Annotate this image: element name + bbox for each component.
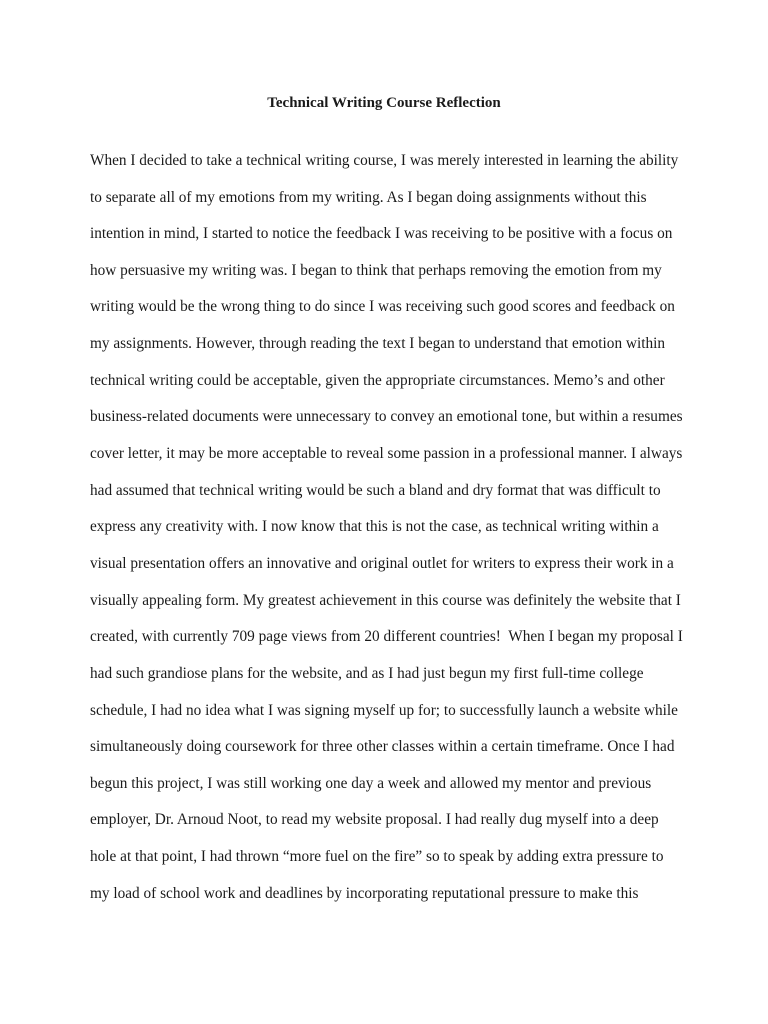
paragraph-line: hole at that point, I had thrown “more fuel on the fire” so to speak by adding extra pressure to	[90, 848, 664, 865]
document-title: Technical Writing Course Reflection	[267, 95, 501, 111]
paragraph-line: my assignments. However, through reading the text I began to understand that emotion within	[90, 335, 666, 352]
paragraph-line: visual presentation offers an innovative and original outlet for writers to express their work in a	[90, 555, 674, 572]
paragraph-line: employer, Dr. Arnoud Noot, to read my website proposal. I had really dug myself into a deep	[90, 811, 659, 828]
paragraph-line: had such grandiose plans for the website, and as I had just begun my first full-time college	[90, 665, 644, 682]
paragraph-line: how persuasive my writing was. I began to think that perhaps removing the emotion from my	[90, 262, 662, 279]
paragraph-line: to separate all of my emotions from my writing. As I began doing assignments without this	[90, 189, 647, 206]
paragraph-line: schedule, I had no idea what I was signing myself up for; to successfully launch a website while	[90, 702, 678, 719]
paragraph-line: my load of school work and deadlines by incorporating reputational pressure to make this	[90, 885, 639, 902]
paragraph-line: begun this project, I was still working one day a week and allowed my mentor and previous	[90, 775, 652, 792]
paragraph-line: technical writing could be acceptable, given the appropriate circumstances. Memo’s and other	[90, 372, 665, 389]
paragraph-line: cover letter, it may be more acceptable to reveal some passion in a professional manner. I always	[90, 445, 683, 462]
paragraph-line: When I decided to take a technical writing course, I was merely interested in learning the ability	[90, 152, 679, 169]
paragraph-line: business-related documents were unnecessary to convey an emotional tone, but within a resumes	[90, 408, 683, 425]
paragraph-line: intention in mind, I started to notice the feedback I was receiving to be positive with a focus on	[90, 225, 673, 242]
paragraph-line: visually appealing form. My greatest achievement in this course was definitely the website that I	[90, 592, 681, 609]
paragraph-line: express any creativity with. I now know that this is not the case, as technical writing within a	[90, 518, 659, 535]
paragraph-line: writing would be the wrong thing to do since I was receiving such good scores and feedback on	[90, 298, 675, 315]
paragraph-line: created, with currently 709 page views from 20 different countries! When I began my proposal I	[90, 628, 683, 645]
paragraph-line: simultaneously doing coursework for three other classes within a certain timeframe. Once I had	[90, 738, 675, 755]
paragraph-line: had assumed that technical writing would be such a bland and dry format that was difficult to	[90, 482, 661, 499]
